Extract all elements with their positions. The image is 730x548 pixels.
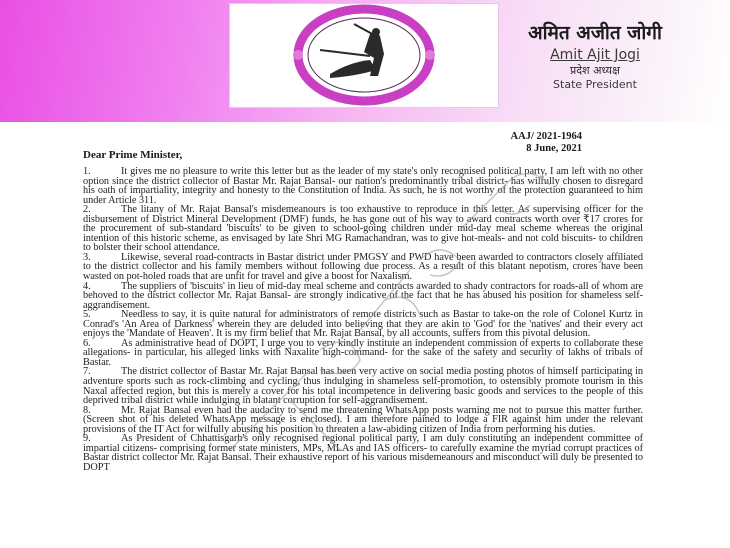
letter-date: 8 June, 2021 (526, 143, 582, 154)
paragraph-8: 8. Mr. Rajat Bansal even had the audacity to send me threatening WhatsApp posts warning me not to pursue this matter further. (Screen shot of his deleted WhatsApp message is enclosed). I am therefore pained to lodge a FIR against him under the relevant provisions of the IT Act for wilfully abusing his position to threaten a law-abiding citizen of India from performing his duties. (83, 404, 643, 435)
letter-body (83, 167, 643, 473)
paragraph-4: 4. The suppliers of 'biscuits' in lieu of mid-day meal scheme and contracts awarded to shady contractors for roads-all of whom are behoved to the district collector Mr. Rajat Bansal- are strongly indicative of the fact that he has abused his position for shameless self-aggrandisement. (83, 280, 643, 311)
salutation: Dear Prime Minister, (83, 149, 183, 161)
title-english: State President (553, 78, 637, 91)
president-name-block (510, 22, 680, 92)
party-logo (229, 3, 499, 108)
paragraph-5: 5. Needless to say, it is quite natural for administrators of remote districts such as Bastar to take-on the role of Colonel Kurtz in Conrad's 'An Area of Darkness' wherein they are deluded into believing that they are akin to 'God' for the 'natives' and their every act enjoys the 'Mandate of Heaven'. It is my firm belief that Mr. Rajat Bansal, by all accounts, suffers from this pivotal delusion. (83, 309, 643, 340)
reference-block (511, 131, 582, 155)
reference-number: AAJ/ 2021-1964 (510, 131, 582, 142)
paragraph-6: 6. As administrative head of DOPT, I urge you to very kindly institute an independent commission of experts to collaborate these allegations- in particular, his alleged links with Naxalite high-command- for the sake of the safety and security of lakhs of tribals of Bastar. (83, 337, 643, 368)
title-hindi: प्रदेश अध्यक्ष (570, 64, 620, 77)
paragraph-9: 9. As President of Chhattisgarh's only recognised regional political party, I am duly constituting an independent committee of impartial citizens- comprising former state ministers, MPs, MLAs and IAS officers- to carefully examine the myriad corrupt practices of Bastar district collector Mr. Rajat Bansal. Their exhaustive report of his various misdemeanours and misconduct will duly be presented to DOPT (83, 433, 644, 473)
paragraph-1: 1. It gives me no pleasure to write this letter but as the leader of my state's only recognised political party, I am left with no other option since the district collector of Bastar Mr. Rajat Bansal- our nation's predominantly tribal district- has wilfully chosen to disregard his oath of impartiality, integrity and honesty to the Constitution of India. As such, he is not worthy of the protection guaranteed to him under Article 311. (83, 166, 643, 206)
name-english: Amit Ajit Jogi (550, 47, 640, 63)
paragraph-7: 7. The district collector of Bastar Mr. Rajat Bansal has been very active on social media posting photos of himself participating in adventure sports such as rock-climbing and cycling, thus indulging in shameless self-promotion, to ostensibly promote tourism in this Naxal affected region, but this is merely a cover for his total incompetence in delivering basic goods and services to the people of this deprived tribal district while indulging in blatant corruption for self-aggrandisement. (83, 366, 643, 407)
paragraph-3: 3. Likewise, several road-contracts in Bastar district under PMGSY and PWD have been awarded to contractors closely affiliated to the district collector and his family members without following due process. As a result of this blatant nepotism, crores have been wasted on pot-holed roads that are unfit for travel and give a boost for Naxalism. (83, 251, 643, 283)
party-logo-farmer-plough-icon (230, 4, 498, 107)
letterhead-banner (0, 0, 730, 122)
name-hindi: अमित अजीत जोगी (528, 22, 662, 44)
paragraph-2: 2. The litany of Mr. Rajat Bansal's misdemeanours is too exhaustive to reproduce in this letter. As supervising officer for the disbursement of District Mineral Development (DMF) funds, he has gone out of his way to award contracts worth over ₹17 crores for the procurement of sub-standard 'biscuits' to be given to school-going children under mid-day meal scheme whereas the original intention of this historic scheme, as envisaged by late Shri MG Ramachandran, was to give hot-meals- and not cold biscuits- to children to bolster their school attendance. (83, 204, 643, 254)
